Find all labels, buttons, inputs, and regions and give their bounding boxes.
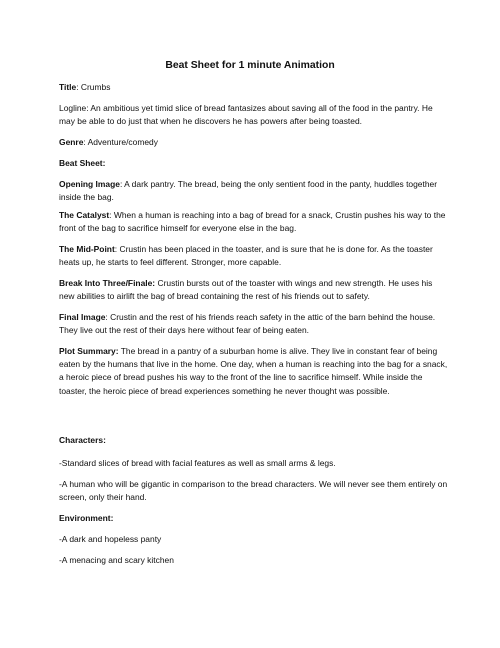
break-into-three-label: Break Into Three/Finale:: [59, 278, 156, 288]
environment-item: -A dark and hopeless panty: [59, 534, 162, 544]
opening-image-text: : A dark pantry. The bread, being the only sentient food in the panty, huddles together inside the bag.: [59, 179, 438, 203]
beat-sheet-heading: Beat Sheet:: [59, 158, 106, 168]
final-image-text: : Crustin and the rest of his friends reach safety in the attic of the barn behind the house. They live out the rest of their days here without fear of being eaten.: [59, 312, 436, 336]
midpoint-label: The Mid-Point: [59, 244, 115, 254]
midpoint-paragraph: [59, 243, 449, 269]
plot-summary-text: The bread in a pantry of a suburban home is alive. They live in constant fear of being eaten by the humans that live in the home. One day, when a human is reaching into the bag for a snack, a heroic piece of bread pushes his way to the front of the line to sacrifice himself. While inside the toaster, the heroic piece of bread experiences something he never thought was possible.: [59, 346, 448, 396]
title-line: [59, 81, 449, 94]
catalyst-paragraph: [59, 209, 449, 235]
genre-label: Genre: [59, 137, 84, 147]
environment-item: -A menacing and scary kitchen: [59, 555, 174, 565]
plot-summary-paragraph: [59, 345, 449, 398]
document-heading: Beat Sheet for 1 minute Animation: [165, 60, 335, 71]
break-into-three-paragraph: [59, 277, 449, 303]
final-image-label: Final Image: [59, 312, 106, 322]
title-label: Title: [59, 82, 77, 92]
midpoint-text: : Crustin has been placed in the toaster, and is sure that he is done for. As the toaster heats up, he starts to feel different. Stronger, more capable.: [59, 244, 433, 268]
plot-summary-label: Plot Summary:: [59, 346, 119, 356]
character-item: -Standard slices of bread with facial features as well as small arms & legs.: [59, 458, 336, 468]
opening-image-label: Opening Image: [59, 179, 120, 189]
genre-value: : Adventure/comedy: [83, 137, 158, 147]
character-item: -A human who will be gigantic in comparison to the bread characters. We will never see them entirely on screen, only their hand.: [59, 479, 448, 503]
catalyst-text: : When a human is reaching into a bag of bread for a snack, Crustin pushes his way to the front of the bag to sacrifice himself for everyone else in the bag.: [59, 210, 446, 234]
title-value: : Crumbs: [76, 82, 111, 92]
logline-paragraph: Logline: An ambitious yet timid slice of bread fantasizes about saving all of the food in the pantry. He may be able to do just that when he discovers he has powers after being toasted.: [59, 103, 433, 127]
genre-line: [59, 136, 449, 149]
break-into-three-text: Crustin bursts out of the toaster with wings and new strength. He uses his new abilities to airlift the bag of bread containing the rest of his friends out to safety.: [59, 278, 433, 302]
opening-image-paragraph: [59, 178, 449, 204]
catalyst-label: The Catalyst: [59, 210, 110, 220]
environment-heading: Environment:: [59, 513, 114, 523]
final-image-paragraph: [59, 311, 449, 337]
characters-heading: Characters:: [59, 435, 106, 445]
